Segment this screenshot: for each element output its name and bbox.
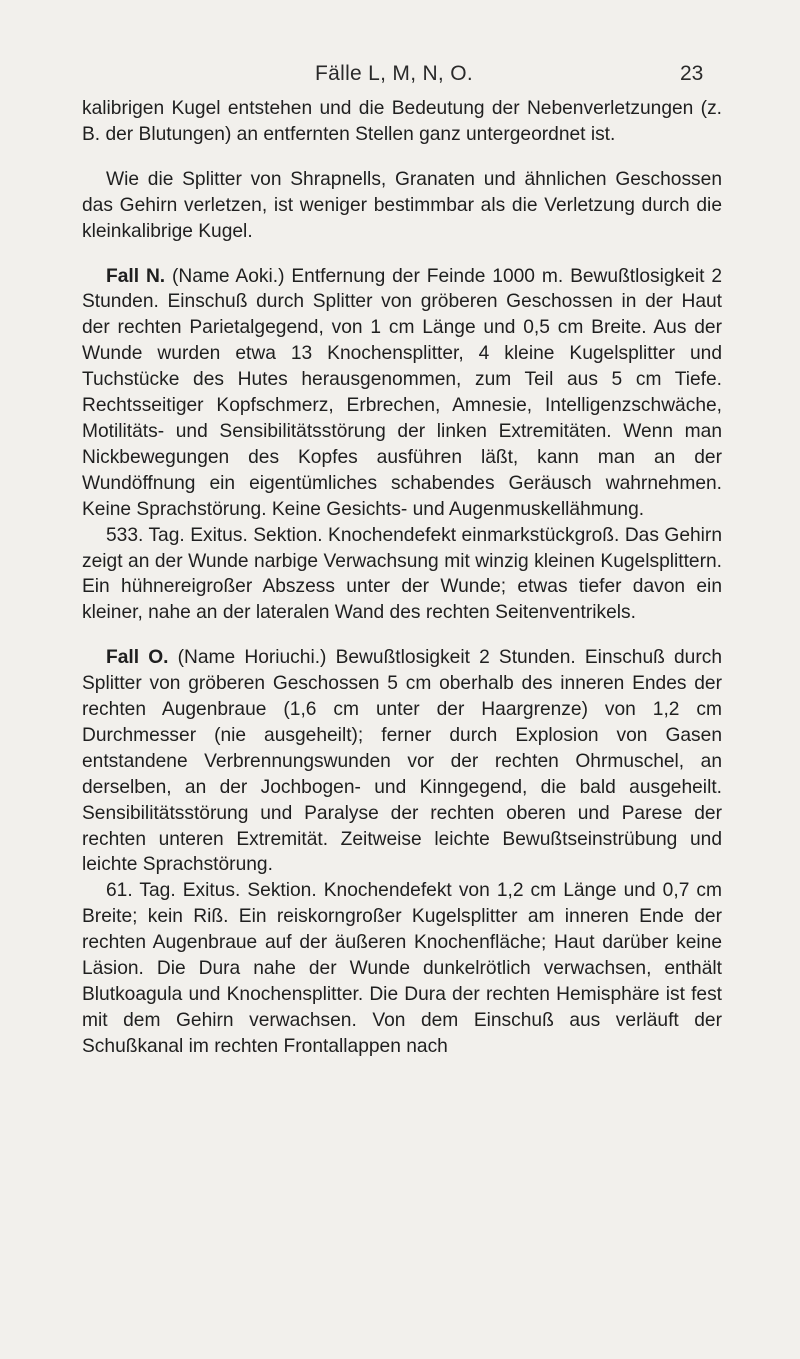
- running-title: Fälle L, M, N, O.: [315, 62, 473, 85]
- paragraph-fall-n-autopsy: 533. Tag. Exitus. Sektion. Knochendefekt einmarkstückgroß. Das Gehirn zeigt an der Wunde narbige Verwachsung mit winzig kleinen Kugelsplittern. Ein hühnereigroßer Abszess unter der Wunde; etwas tiefer davon ein kleiner, nahe an der lateralen Wand des rechten Seitenventrikels.: [82, 524, 722, 624]
- paragraph-splitter-injuries: Wie die Splitter von Shrapnells, Granaten und ähnlichen Geschossen das Gehirn verletzen, ist weniger bestimmbar als die Verletzung durch die kleinkalibrige Kugel.: [82, 168, 722, 242]
- paragraph-fall-o: [82, 645, 722, 878]
- paragraph-fall-n: [82, 264, 722, 523]
- case-label-fall-n: Fall N.: [106, 265, 166, 287]
- case-label-fall-o: Fall O.: [106, 647, 169, 669]
- fall-o-text: (Name Horiuchi.) Bewußtlosigkeit 2 Stunden. Einschuß durch Splitter von gröberen Geschossen 5 cm oberhalb des inneren Endes der rechten Augenbraue (1,6 cm unter der Haargrenze) von 1,2 cm Durchmesser (nie ausgeheilt); ferner durch Explosion von Gasen entstandene Verbrennungswunden vor der rechten Ohrmuschel, an derselben, an der Jochbogen- und Kinngegend, die bald ausgeheilt. Sensibilitätsstörung und Paralyse der rechten oberen und Parese der rechten unteren Extremität. Zeitweise leichte Bewußtseinstrübung und leichte Sprachstörung.: [82, 647, 723, 876]
- page-number: 23: [680, 62, 704, 85]
- fall-n-text: (Name Aoki.) Entfernung der Feinde 1000 m. Bewußtlosigkeit 2 Stunden. Einschuß durch Splitter von gröberen Geschossen in der Haut der rechten Parietalgegend, von 1 cm Länge und 0,5 cm Breite. Aus der Wunde wurden etwa 13 Knochensplitter, 4 kleine Kugelsplitter und Tuchstücke des Hutes herausgenommen, zum Teil aus 5 cm Tiefe. Rechtsseitiger Kopfschmerz, Erbrechen, Amnesie, Intelligenzschwäche, Motilitäts- und Sensibilitätsstörung der linken Extremitäten. Wenn man Nickbewegungen des Kopfes ausführen läßt, kann man an der Wundöffnung ein eigentümliches schabendes Geräusch wahrnehmen. Keine Sprachstörung. Keine Gesichts- und Augenmuskellähmung.: [82, 265, 722, 520]
- body-text: [82, 96, 722, 1060]
- paragraph-continuation: kalibrigen Kugel entstehen und die Bedeutung der Nebenverletzungen (z. B. der Blutungen) an entfernten Stellen ganz untergeordnet ist.: [82, 98, 722, 145]
- paragraph-fall-o-autopsy: 61. Tag. Exitus. Sektion. Knochendefekt von 1,2 cm Länge und 0,7 cm Breite; kein Riß. Ein reiskorngroßer Kugelsplitter am inneren Ende der rechten Augenbraue auf der äußeren Knochenfläche; Haut darüber keine Läsion. Die Dura nahe der Wunde dunkelrötlich verwachsen, enthält Blutkoagula und Knochensplitter. Die Dura der rechten Hemisphäre ist fest mit dem Gehirn verwachsen. Von dem Einschuß aus verläuft der Schußkanal im rechten Frontallappen nach: [82, 880, 722, 1057]
